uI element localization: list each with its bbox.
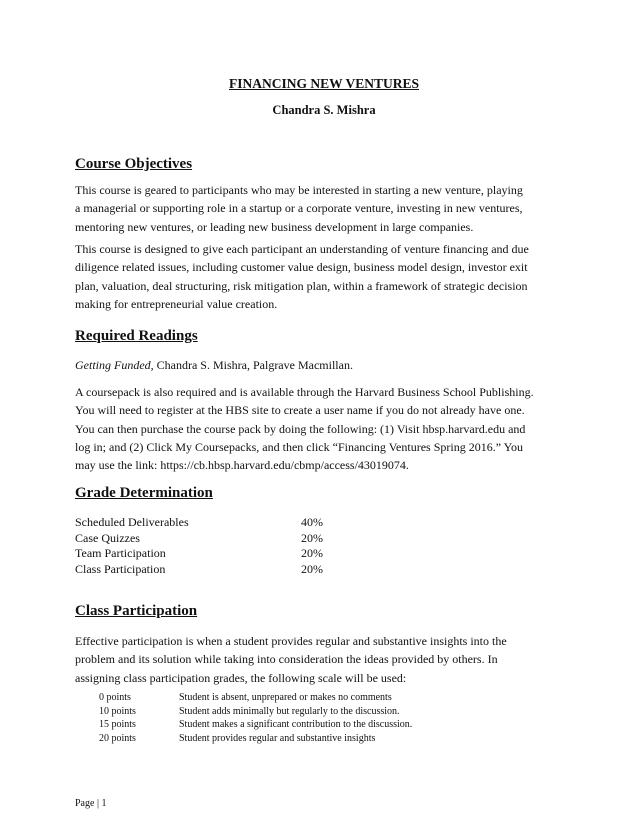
scale-description: Student adds minimally but regularly to the discussion. — [179, 705, 400, 717]
scale-description: Student makes a significant contribution to the discussion. — [179, 719, 413, 731]
scale-row — [99, 705, 412, 719]
paragraph-line: mentoring new ventures, or leading new business development in large companies. — [75, 219, 474, 234]
grade-label: Case Quizzes — [75, 530, 140, 545]
scale-row — [99, 691, 412, 705]
grade-label: Class Participation — [75, 561, 166, 576]
section-heading-required-readings: Required Readings — [75, 328, 198, 344]
grade-row — [75, 515, 323, 531]
paragraph-line: A coursepack is also required and is available through the Harvard Business School Publishing. — [75, 385, 534, 399]
paragraph-line: log in; and (2) Click My Coursepacks, and then click “Financing Ventures Spring 2016.” You — [75, 439, 524, 454]
book-details: Chandra S. Mishra, Palgrave Macmillan. — [153, 358, 353, 372]
paragraph-line: a managerial or supporting role in a startup or a corporate venture, investing in new ventures, — [75, 201, 523, 216]
paragraph-line: making for entrepreneurial value creation. — [75, 296, 278, 311]
paragraph-line: This course is designed to give each participant an understanding of venture financing and due — [75, 242, 529, 256]
paragraph-line: You will need to register at the HBS site to create a user name if you do not already have one. — [75, 403, 525, 418]
paragraph-line: assigning class participation grades, the following scale will be used: — [75, 670, 407, 685]
section-heading-grade-determination: Grade Determination — [75, 485, 213, 501]
section-heading-course-objectives: Course Objectives — [75, 156, 193, 172]
paragraph-line: Effective participation is when a student provides regular and substantive insights into the — [75, 634, 507, 648]
grade-weight: 20% — [301, 530, 323, 545]
paragraph-line: diligence related issues, including customer value design, business model design, investor exit — [75, 260, 528, 275]
scale-row — [99, 718, 412, 732]
course-objectives-paragraph-1 — [75, 181, 555, 236]
paragraph-line: may use the link: https://cb.hbsp.harvard.edu/cbmp/access/43019074. — [75, 458, 409, 473]
grade-row — [75, 562, 323, 578]
coursepack-paragraph — [75, 383, 555, 474]
document-title: FINANCING NEW VENTURES — [228, 76, 420, 91]
course-objectives-paragraph-2 — [75, 240, 555, 313]
grade-row — [75, 546, 323, 562]
participation-scale-table — [99, 691, 412, 745]
paragraph-line: You can then purchase the course pack by doing the following: (1) Visit hbsp.harvard.edu and — [75, 421, 526, 436]
document-author: Chandra S. Mishra — [272, 103, 376, 117]
grade-label: Team Participation — [75, 546, 166, 560]
scale-row — [99, 732, 412, 746]
grade-weights-table — [75, 515, 323, 577]
scale-description: Student is absent, unprepared or makes no comments — [179, 692, 392, 703]
paragraph-line: problem and its solution while taking into consideration the ideas provided by others. In — [75, 652, 498, 667]
grade-weight: 20% — [301, 561, 323, 576]
scale-points: 0 points — [99, 692, 131, 703]
scale-points: 10 points — [99, 705, 136, 717]
page-number-footer: Page | 1 — [75, 798, 107, 809]
class-participation-paragraph — [75, 632, 555, 687]
scale-points: 20 points — [99, 732, 136, 744]
grade-label: Scheduled Deliverables — [75, 515, 189, 529]
scale-points: 15 points — [99, 719, 136, 731]
paragraph-line: This course is geared to participants who may be interested in starting a new venture, playing — [75, 183, 523, 197]
scale-description: Student provides regular and substantive insights — [179, 732, 376, 744]
book-title: Getting Funded, — [75, 358, 154, 372]
grade-weight: 20% — [301, 546, 323, 560]
required-book-citation — [75, 356, 555, 374]
section-heading-class-participation: Class Participation — [75, 603, 198, 619]
paragraph-line: plan, valuation, deal structuring, risk mitigation plan, within a framework of strategic decision — [75, 278, 528, 293]
grade-weight: 40% — [301, 515, 323, 529]
grade-row — [75, 531, 323, 547]
